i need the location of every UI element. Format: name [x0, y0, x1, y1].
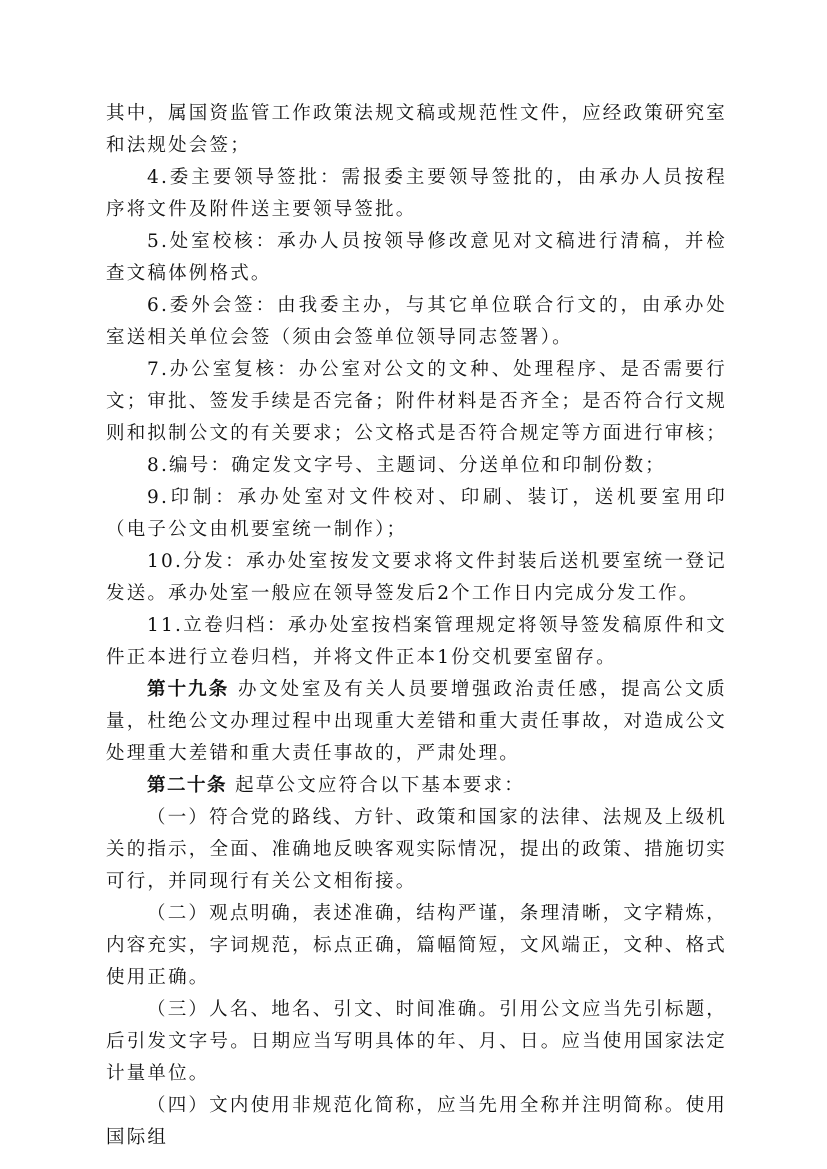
paragraph-text: （一）符合党的路线、方针、政策和国家的法律、法规及上级机关的指示，全面、准确地反映客观实际情况，提出的政策、措施切实可行，并同现行有关公文相衔接。: [106, 807, 728, 892]
requirement-4: [106, 1090, 727, 1154]
paragraph-2: [106, 162, 727, 226]
requirement-2: [106, 898, 727, 994]
paragraph-text: 其中，属国资监管工作政策法规文稿或规范性文件，应经政策研究室和法规处会签；: [106, 103, 728, 156]
requirement-3: [106, 994, 727, 1090]
article-heading: 第二十条: [147, 775, 228, 796]
paragraph-6: [106, 450, 727, 482]
paragraph-text: 4.委主要领导签批：需报委主要领导签批的，由承办人员按程序将文件及附件送主要领导签批。: [106, 167, 727, 220]
article-20: [106, 770, 727, 802]
paragraph-1: [106, 98, 727, 162]
paragraph-4: [106, 290, 727, 354]
paragraph-text: 办文处室及有关人员要增强政治责任感，提高公文质量，杜绝公文办理过程中出现重大差错和重大责任事故，对造成公文处理重大差错和重大责任事故的，严肃处理。: [106, 679, 728, 764]
paragraph-text: 5.处室校核：承办人员按领导修改意见对文稿进行清稿，并检查文稿体例格式。: [106, 231, 727, 284]
paragraph-8: [106, 546, 727, 610]
paragraph-3: [106, 226, 727, 290]
paragraph-5: [106, 354, 727, 450]
paragraph-9: [106, 610, 727, 674]
paragraph-text: 7.办公室复核：办公室对公文的文种、处理程序、是否需要行文；审批、签发手续是否完备；附件材料是否齐全；是否符合行文规则和拟制公文的有关要求；公文格式是否符合规定等方面进行审核；: [106, 359, 728, 444]
requirement-1: [106, 802, 727, 898]
paragraph-text: （四）文内使用非规范化简称，应当先用全称并注明简称。使用国际组: [106, 1095, 727, 1148]
paragraph-text: 起草公文应符合以下基本要求：: [227, 775, 525, 796]
paragraph-text: 8.编号：确定发文字号、主题词、分送单位和印制份数；: [147, 455, 666, 476]
paragraph-text: 10.分发：承办处室按发文要求将文件封装后送机要室统一登记发送。承办处室一般应在领导签发后2个工作日内完成分发工作。: [106, 551, 727, 604]
paragraph-text: （二）观点明确，表述准确，结构严谨，条理清晰，文字精炼，内容充实，字词规范，标点正确，篇幅简短，文风端正，文种、格式使用正确。: [106, 903, 728, 988]
paragraph-7: [106, 482, 727, 546]
paragraph-text: （三）人名、地名、引文、时间准确。引用公文应当先引标题，后引发文字号。日期应当写明具体的年、月、日。应当使用国家法定计量单位。: [106, 999, 728, 1084]
paragraph-text: 9.印制：承办处室对文件校对、印刷、装订，送机要室用印（电子公文由机要室统一制作）；: [106, 487, 727, 540]
paragraph-text: 11.立卷归档：承办处室按档案管理规定将领导签发稿原件和文件正本进行立卷归档，并将文件正本1份交机要室留存。: [106, 615, 727, 668]
article-19: [106, 674, 727, 770]
article-heading: 第十九条: [147, 679, 230, 700]
paragraph-text: 6.委外会签：由我委主办，与其它单位联合行文的，由承办处室送相关单位会签（须由会签单位领导同志签署）。: [106, 295, 727, 348]
